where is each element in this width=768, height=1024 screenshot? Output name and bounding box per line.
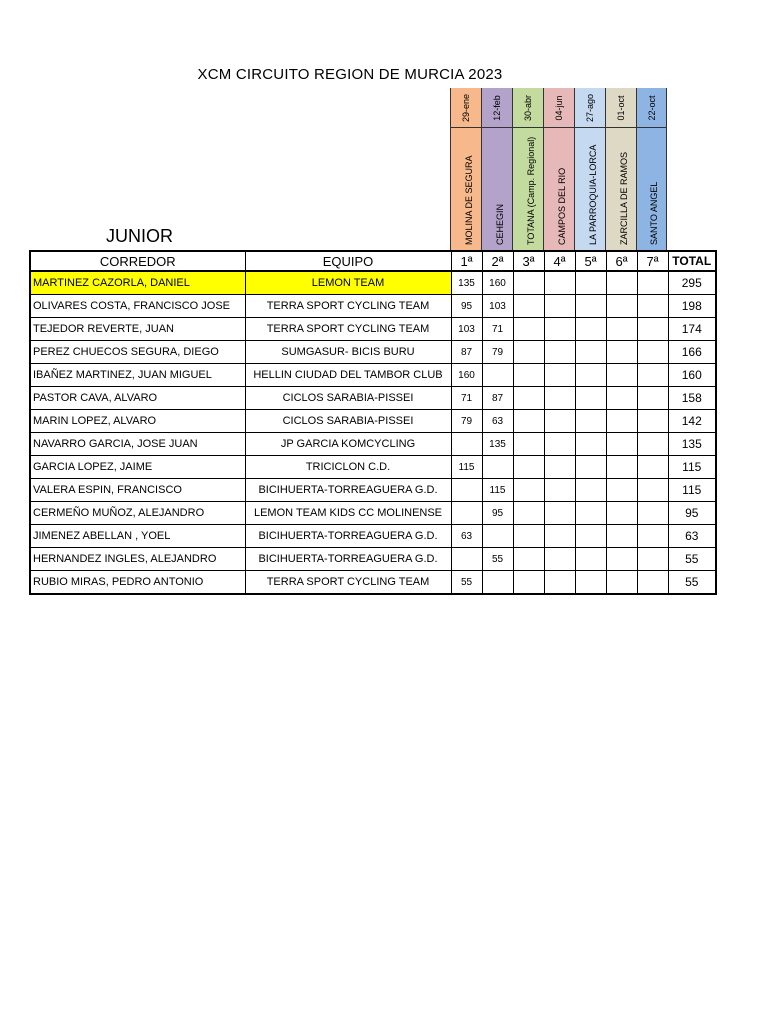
round-points: [482, 456, 513, 479]
team-name: TRICICLON C.D.: [245, 456, 451, 479]
rider-name: NAVARRO GARCIA, JOSE JUAN: [30, 433, 245, 456]
stage-place-cell: [451, 128, 481, 250]
stage-date: 01-oct: [616, 94, 626, 121]
round-points: [513, 502, 544, 525]
rider-name: JIMENEZ ABELLAN , YOEL: [30, 525, 245, 548]
stage-date-cell: [513, 88, 543, 128]
team-name: BICIHUERTA-TORREAGUERA G.D.: [245, 479, 451, 502]
rider-name: CERMEÑO MUÑOZ, ALEJANDRO: [30, 502, 245, 525]
round-points: [606, 502, 637, 525]
stage-date-cell: [606, 88, 636, 128]
team-name: LEMON TEAM KIDS CC MOLINENSE: [245, 502, 451, 525]
round-points: [575, 318, 606, 341]
round-points: 160: [482, 271, 513, 295]
round-points: [606, 295, 637, 318]
total-points: 142: [668, 410, 716, 433]
stage-place-cell: [544, 128, 574, 250]
stage-place: ZARCILLA DE RAMOS: [619, 151, 629, 245]
stage-header: [481, 88, 512, 250]
round-points: [575, 502, 606, 525]
round-points: [606, 456, 637, 479]
stage-date-cell: [482, 88, 512, 128]
round-points: [575, 525, 606, 548]
round-points: 115: [451, 456, 482, 479]
round-points: [513, 571, 544, 595]
total-points: 115: [668, 456, 716, 479]
total-points: 95: [668, 502, 716, 525]
round-points: [637, 364, 668, 387]
team-name: CICLOS SARABIA-PISSEI: [245, 410, 451, 433]
round-points: [575, 456, 606, 479]
round-points: [606, 525, 637, 548]
total-points: 166: [668, 341, 716, 364]
round-points: [606, 318, 637, 341]
results-table: [29, 250, 717, 595]
round-points: [544, 548, 575, 571]
header-round-2: 2ª: [482, 251, 513, 271]
stage-place: MOLINA DE SEGURA: [464, 155, 474, 245]
round-points: 135: [482, 433, 513, 456]
round-points: 103: [482, 295, 513, 318]
round-points: [637, 456, 668, 479]
round-points: [606, 271, 637, 295]
round-points: [451, 502, 482, 525]
round-points: [451, 479, 482, 502]
round-points: [482, 364, 513, 387]
stage-date: 12-feb: [492, 94, 502, 121]
round-points: [606, 387, 637, 410]
stage-date: 27-ago: [585, 93, 595, 122]
round-points: [544, 271, 575, 295]
team-name: HELLIN CIUDAD DEL TAMBOR CLUB: [245, 364, 451, 387]
total-points: 160: [668, 364, 716, 387]
table-row: [30, 571, 716, 595]
round-points: [637, 525, 668, 548]
total-points: 55: [668, 571, 716, 595]
team-name: BICIHUERTA-TORREAGUERA G.D.: [245, 548, 451, 571]
team-name: TERRA SPORT CYCLING TEAM: [245, 571, 451, 595]
stage-date: 30-abr: [523, 94, 533, 121]
stage-place-cell: [482, 128, 512, 250]
round-points: [544, 364, 575, 387]
table-row: [30, 502, 716, 525]
header-round-1: 1ª: [451, 251, 482, 271]
round-points: 87: [482, 387, 513, 410]
stage-header: [636, 88, 667, 250]
round-points: [513, 341, 544, 364]
stage-place: CEHEGIN: [495, 203, 505, 245]
round-points: [575, 271, 606, 295]
rider-name: RUBIO MIRAS, PEDRO ANTONIO: [30, 571, 245, 595]
round-points: [544, 502, 575, 525]
round-points: [637, 548, 668, 571]
round-points: [513, 318, 544, 341]
stage-date-cell: [544, 88, 574, 128]
round-points: [544, 479, 575, 502]
round-points: [513, 456, 544, 479]
table-row: [30, 548, 716, 571]
stage-place-cell: [513, 128, 543, 250]
round-points: [451, 433, 482, 456]
stage-place: LA PARROQUIA-LORCA: [588, 144, 598, 245]
round-points: [513, 271, 544, 295]
round-points: [513, 364, 544, 387]
total-points: 55: [668, 548, 716, 571]
round-points: 135: [451, 271, 482, 295]
round-points: 87: [451, 341, 482, 364]
round-points: [544, 571, 575, 595]
round-points: [513, 433, 544, 456]
round-points: 79: [482, 341, 513, 364]
round-points: [637, 571, 668, 595]
stage-header: [574, 88, 605, 250]
round-points: [544, 410, 575, 433]
stage-place-cell: [637, 128, 666, 250]
rider-name: MARIN LOPEZ, ALVARO: [30, 410, 245, 433]
round-points: [575, 364, 606, 387]
round-points: [575, 479, 606, 502]
round-points: [575, 433, 606, 456]
header-row: [30, 251, 716, 271]
round-points: 103: [451, 318, 482, 341]
category-label: JUNIOR: [106, 226, 173, 246]
stage-place: SANTO ANGEL: [649, 181, 660, 245]
round-points: [451, 548, 482, 571]
round-points: [637, 410, 668, 433]
stage-header: [512, 88, 543, 250]
round-points: [606, 433, 637, 456]
round-points: [544, 295, 575, 318]
rider-name: IBAÑEZ MARTINEZ, JUAN MIGUEL: [30, 364, 245, 387]
header-total: TOTAL: [668, 251, 716, 271]
header-round-5: 5ª: [575, 251, 606, 271]
round-points: [637, 341, 668, 364]
stage-date: 29-ene: [461, 93, 471, 122]
round-points: 95: [451, 295, 482, 318]
stage-date: 04-jun: [554, 94, 564, 121]
round-points: [544, 341, 575, 364]
rider-name: OLIVARES COSTA, FRANCISCO JOSE: [30, 295, 245, 318]
round-points: 63: [482, 410, 513, 433]
stage-place-cell: [606, 128, 636, 250]
round-points: [575, 341, 606, 364]
round-points: [575, 571, 606, 595]
round-points: [513, 479, 544, 502]
round-points: [544, 433, 575, 456]
round-points: [606, 410, 637, 433]
round-points: [482, 525, 513, 548]
rider-name: GARCIA LOPEZ, JAIME: [30, 456, 245, 479]
total-points: 135: [668, 433, 716, 456]
rider-name: TEJEDOR REVERTE, JUAN: [30, 318, 245, 341]
round-points: [544, 318, 575, 341]
table-row: [30, 318, 716, 341]
round-points: [513, 295, 544, 318]
round-points: 55: [482, 548, 513, 571]
round-points: [575, 410, 606, 433]
round-points: [482, 571, 513, 595]
table-row: [30, 387, 716, 410]
total-points: 174: [668, 318, 716, 341]
rider-name: MARTINEZ CAZORLA, DANIEL: [30, 271, 245, 295]
round-points: [513, 387, 544, 410]
header-rider: CORREDOR: [30, 251, 245, 271]
round-points: [513, 525, 544, 548]
round-points: [575, 548, 606, 571]
header-round-7: 7ª: [637, 251, 668, 271]
round-points: 95: [482, 502, 513, 525]
table-row: [30, 271, 716, 295]
stage-place: TOTANA (Camp. Regional): [526, 136, 536, 245]
round-points: [606, 571, 637, 595]
round-points: [637, 433, 668, 456]
round-points: 79: [451, 410, 482, 433]
stage-date-cell: [575, 88, 605, 128]
stage-header: [605, 88, 636, 250]
stage-place: CAMPOS DEL RIO: [557, 167, 567, 245]
round-points: [606, 364, 637, 387]
round-points: [637, 271, 668, 295]
round-points: 63: [451, 525, 482, 548]
total-points: 63: [668, 525, 716, 548]
team-name: SUMGASUR- BICIS BURU: [245, 341, 451, 364]
header-round-4: 4ª: [544, 251, 575, 271]
total-points: 198: [668, 295, 716, 318]
round-points: [637, 387, 668, 410]
total-points: 115: [668, 479, 716, 502]
total-points: 158: [668, 387, 716, 410]
table-row: [30, 456, 716, 479]
round-points: 55: [451, 571, 482, 595]
round-points: [606, 479, 637, 502]
round-points: [544, 456, 575, 479]
stage-header: [543, 88, 574, 250]
stage-place-cell: [575, 128, 605, 250]
round-points: [637, 479, 668, 502]
round-points: [575, 387, 606, 410]
total-points: 295: [668, 271, 716, 295]
team-name: LEMON TEAM: [245, 271, 451, 295]
round-points: [637, 502, 668, 525]
round-points: 71: [482, 318, 513, 341]
header-round-6: 6ª: [606, 251, 637, 271]
team-name: TERRA SPORT CYCLING TEAM: [245, 295, 451, 318]
table-row: [30, 479, 716, 502]
header-round-3: 3ª: [513, 251, 544, 271]
team-name: CICLOS SARABIA-PISSEI: [245, 387, 451, 410]
page-title: XCM CIRCUITO REGION DE MURCIA 2023: [197, 66, 503, 83]
table-row: [30, 433, 716, 456]
stage-date-cell: [451, 88, 481, 128]
team-name: JP GARCIA KOMCYCLING: [245, 433, 451, 456]
round-points: [606, 341, 637, 364]
table-row: [30, 341, 716, 364]
round-points: [637, 318, 668, 341]
table-row: [30, 410, 716, 433]
table-row: [30, 525, 716, 548]
stage-date: 22-oct: [646, 94, 657, 121]
rider-name: PASTOR CAVA, ALVARO: [30, 387, 245, 410]
round-points: [513, 548, 544, 571]
round-points: [637, 295, 668, 318]
team-name: BICIHUERTA-TORREAGUERA G.D.: [245, 525, 451, 548]
round-points: [544, 387, 575, 410]
rider-name: PEREZ CHUECOS SEGURA, DIEGO: [30, 341, 245, 364]
header-team: EQUIPO: [245, 251, 451, 271]
team-name: TERRA SPORT CYCLING TEAM: [245, 318, 451, 341]
round-points: [575, 295, 606, 318]
round-points: [513, 410, 544, 433]
rider-name: HERNANDEZ INGLES, ALEJANDRO: [30, 548, 245, 571]
rider-name: VALERA ESPIN, FRANCISCO: [30, 479, 245, 502]
round-points: [606, 548, 637, 571]
table-row: [30, 295, 716, 318]
round-points: 115: [482, 479, 513, 502]
round-points: 160: [451, 364, 482, 387]
stage-header: [450, 88, 481, 250]
round-points: [544, 525, 575, 548]
round-points: 71: [451, 387, 482, 410]
table-row: [30, 364, 716, 387]
stage-date-cell: [637, 88, 666, 128]
